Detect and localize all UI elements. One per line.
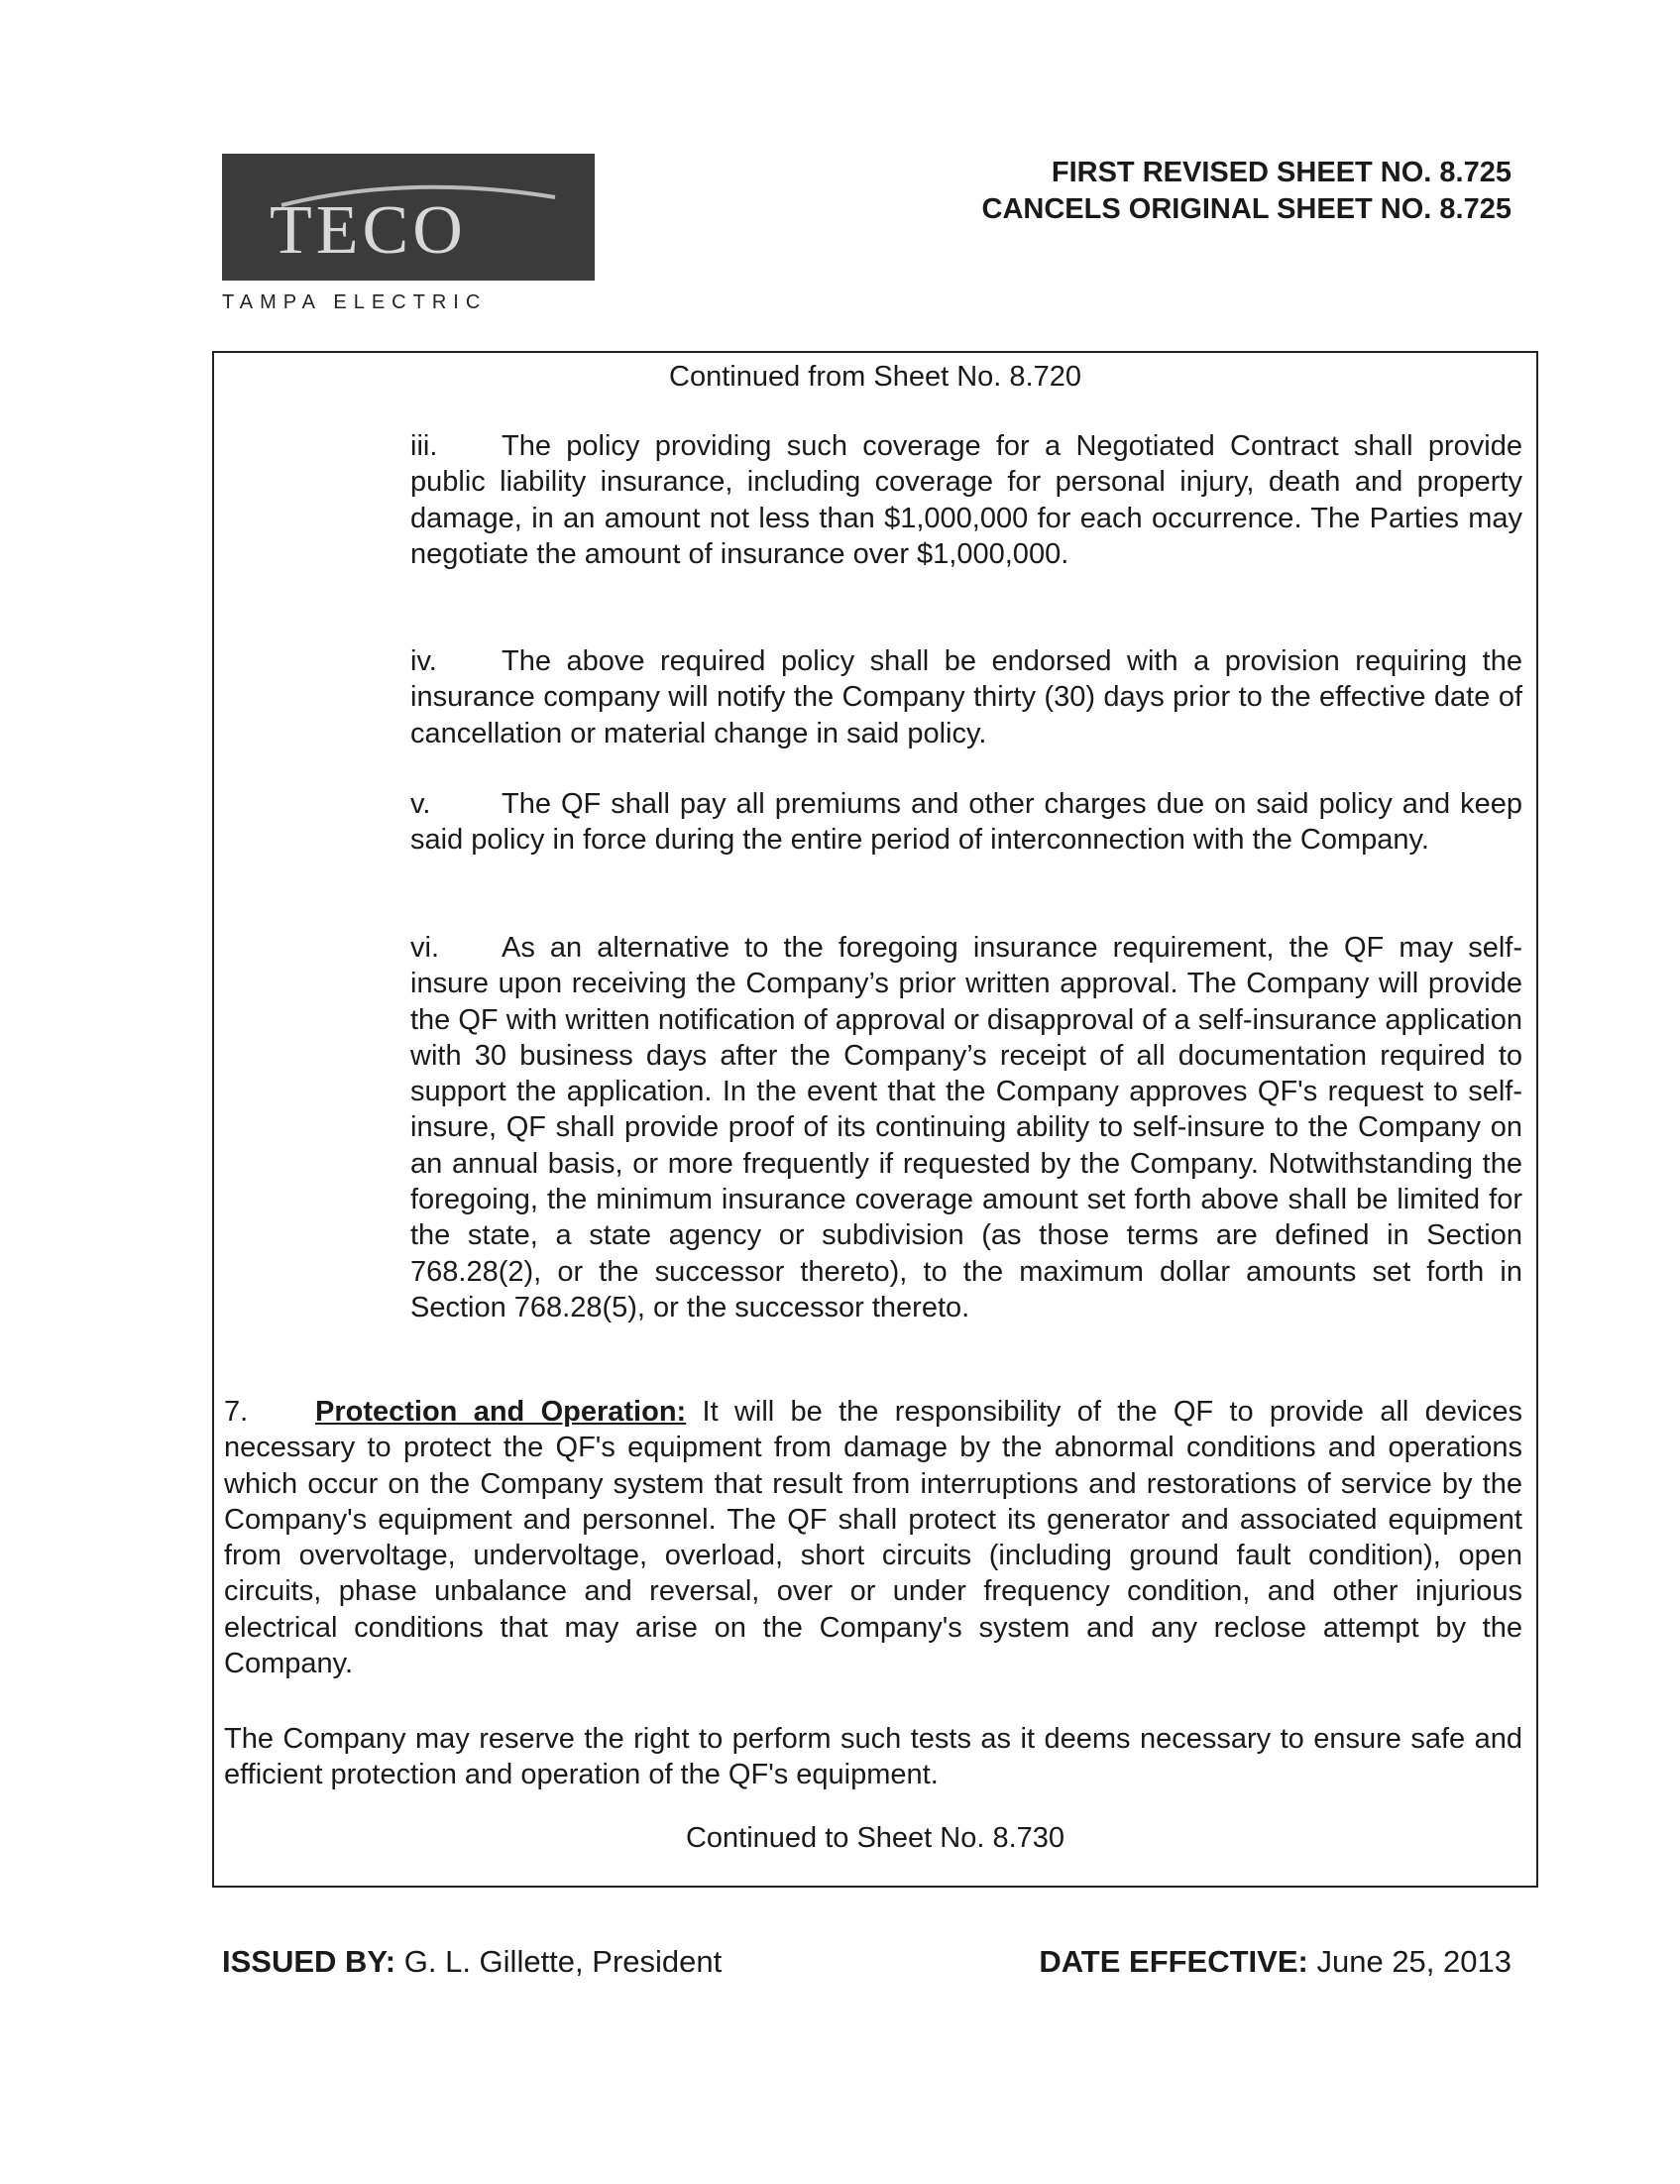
sheet-header bbox=[982, 155, 1512, 228]
list-item bbox=[410, 428, 1522, 572]
issued-by-label: ISSUED BY: bbox=[222, 1944, 396, 1979]
section-7-paragraph bbox=[224, 1394, 1522, 1681]
item-label: iii. bbox=[410, 430, 438, 462]
item-text: The policy providing such coverage for a Negotiated Contract shall provide public liability insurance, including coverage for personal injury, death and property damage, in an amount not less than $1,000,000 for each occurrence. The Parties may negotiate the amount of insurance over $1,000,000. bbox=[410, 430, 1522, 570]
item-text: As an alternative to the foregoing insurance requirement, the QF may self-insure upon receiving the Company’s prior written approval. The Company will provide the QF with written notification of approval or disapproval of a self-insurance application with 30 business days after the Company’s receipt of all documentation required to support the application. In the event that the Company approves QF's request to self-insure, QF shall provide proof of its continuing ability to self-insure to the Company on an annual basis, or more frequently if requested by the Company. Notwithstanding the foregoing, the minimum insurance coverage amount set forth above shall be limited for the state, a state agency or subdivision (as those terms are defined in Section 768.28(2), or the successor thereto), to the maximum dollar amounts set forth in Section 768.28(5), or the successor thereto. bbox=[410, 932, 1522, 1323]
item-label: v. bbox=[410, 788, 431, 820]
item-text: The above required policy shall be endorsed with a provision requiring the insurance company will notify the Company thirty (30) days prior to the effective date of cancellation or material change in said policy. bbox=[410, 645, 1522, 749]
section-heading: Protection and Operation: bbox=[315, 1396, 687, 1428]
section-text: It will be the responsibility of the QF to provide all devices necessary to protect the QF's equipment from damage by the abnormal conditions and operations which occur on the Company system that result from interruptions and restorations of service by the Company's equipment and personnel. The QF shall protect its generator and associated equipment from overvoltage, undervoltage, overload, short circuits (including ground fault condition), open circuits, phase unbalance and reversal, over or under frequency condition, and other injurious electrical conditions that may arise on the Company's system and any reclose attempt by the Company. bbox=[224, 1396, 1522, 1680]
logo-wordmark: TECO bbox=[270, 192, 467, 269]
item-text: The QF shall pay all premiums and other charges due on said policy and keep said policy in force during the entire period of interconnection with the Company. bbox=[410, 788, 1522, 857]
list-item bbox=[410, 643, 1522, 751]
teco-logo bbox=[222, 154, 595, 281]
teco-logo-mark bbox=[222, 154, 595, 281]
cancels-sheet-number: CANCELS ORIGINAL SHEET NO. 8.725 bbox=[981, 193, 1512, 225]
date-effective-label: DATE EFFECTIVE: bbox=[1039, 1944, 1308, 1979]
continued-to: Continued to Sheet No. 8.730 bbox=[685, 1822, 1065, 1854]
list-item bbox=[410, 786, 1522, 859]
logo-tagline: TAMPA ELECTRIC bbox=[222, 291, 488, 313]
date-effective-value: June 25, 2013 bbox=[1316, 1944, 1512, 1979]
closing-paragraph: The Company may reserve the right to perform such tests as it deems necessary to ensure safe and efficient protection and operation of the QF's equipment. bbox=[224, 1723, 1522, 1791]
sheet-number: FIRST REVISED SHEET NO. 8.725 bbox=[1051, 157, 1512, 188]
continued-from: Continued from Sheet No. 8.720 bbox=[669, 361, 1081, 393]
issued-by bbox=[222, 1944, 722, 1980]
list-item bbox=[410, 930, 1522, 1325]
section-number: 7. bbox=[224, 1396, 249, 1428]
item-label: iv. bbox=[410, 645, 437, 677]
tariff-content-box bbox=[212, 351, 1538, 1888]
item-label: vi. bbox=[410, 932, 439, 964]
issued-by-value: G. L. Gillette, President bbox=[403, 1944, 723, 1979]
date-effective bbox=[1039, 1944, 1512, 1980]
